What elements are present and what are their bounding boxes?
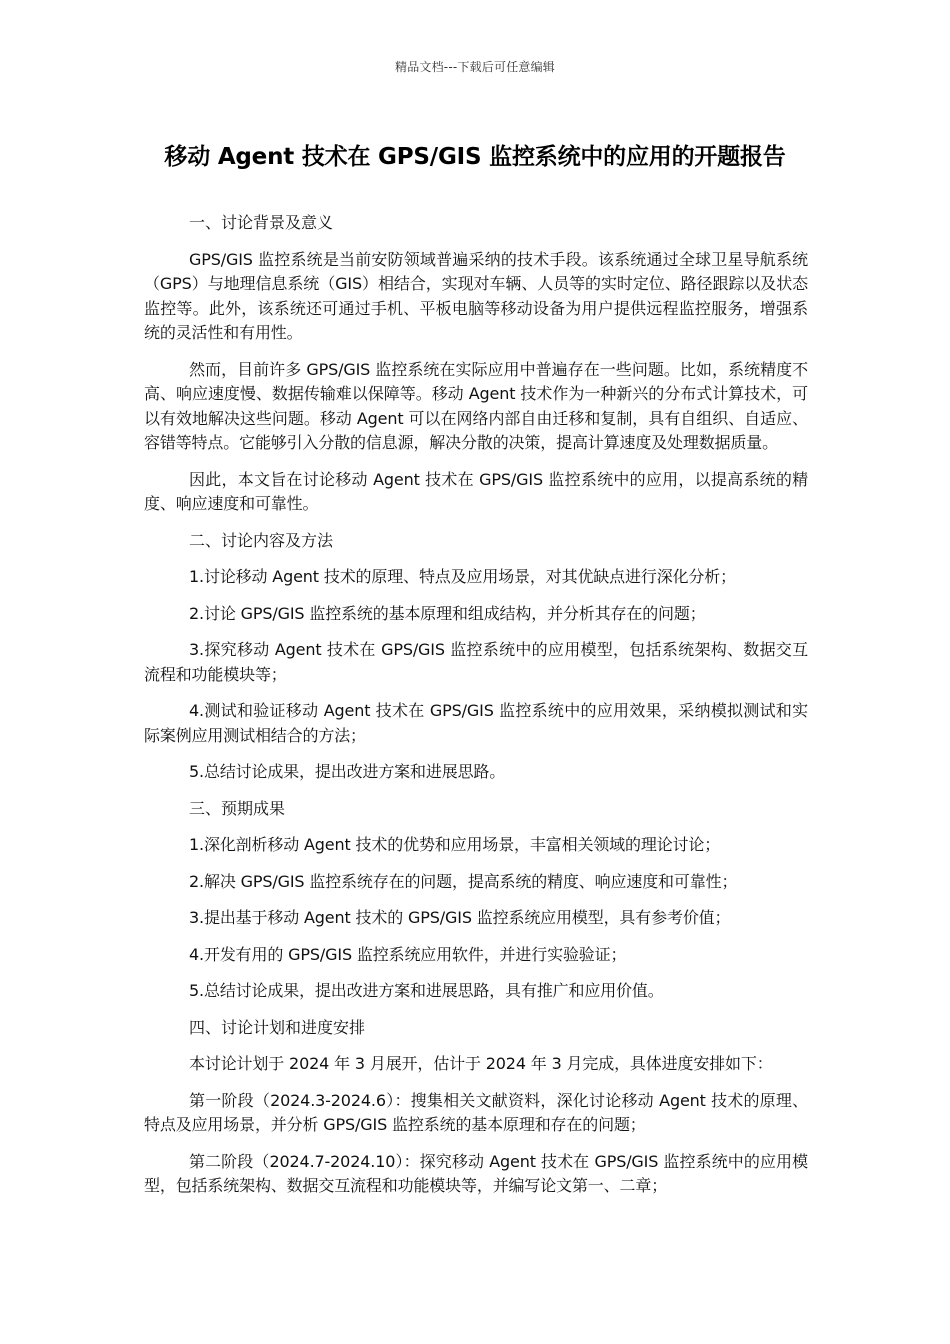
paragraph: 然而，目前许多 GPS/GIS 监控系统在实际应用中普遍存在一些问题。比如，系统精度不高、响应速度慢、数据传输难以保障等。移动 Agent 技术作为一种新兴的分布式计算技术，可以有效地解决这些问题。移动 Agent 可以在网络内部自由迁移和复制，具有自组织、自适应、容错等特点。它能够引入分散的信息源，解决分散的决策，提高计算速度及处理数据质量。 bbox=[144, 359, 808, 452]
document-title: 移动 Agent 技术在 GPS/GIS 监控系统中的应用的开题报告 bbox=[164, 144, 786, 170]
header-note: 精品文档---下载后可任意编辑 bbox=[395, 60, 555, 74]
schedule-intro: 本讨论计划于 2024 年 3 月展开，估计于 2024 年 3 月完成，具体进度安排如下： bbox=[189, 1054, 773, 1073]
section-heading-background: 一、讨论背景及意义 bbox=[189, 213, 334, 232]
list-item: 3.探究移动 Agent 技术在 GPS/GIS 监控系统中的应用模型，包括系统架构、数据交互流程和功能模块等； bbox=[144, 640, 808, 684]
list-item: 5.总结讨论成果，提出改进方案和进展思路，具有推广和应用价值。 bbox=[189, 981, 664, 1000]
list-item: 4.开发有用的 GPS/GIS 监控系统应用软件，并进行实验验证； bbox=[189, 944, 627, 964]
section-heading-content-methods: 二、讨论内容及方法 bbox=[189, 530, 334, 550]
schedule-stage: 第一阶段（2024.3-2024.6）：搜集相关文献资料，深化讨论移动 Agent 技术的原理、特点及应用场景，并分析 GPS/GIS 监控系统的基本原理和存在的问题； bbox=[144, 1090, 808, 1134]
list-item: 1.深化剖析移动 Agent 技术的优势和应用场景，丰富相关领域的理论讨论； bbox=[189, 835, 721, 854]
list-item: 2.讨论 GPS/GIS 监控系统的基本原理和组成结构，并分析其存在的问题； bbox=[189, 603, 706, 623]
paragraph: 因此，本文旨在讨论移动 Agent 技术在 GPS/GIS 监控系统中的应用，以提高系统的精度、响应速度和可靠性。 bbox=[144, 469, 808, 513]
section-heading-expected-results: 三、预期成果 bbox=[189, 798, 286, 818]
list-item: 1.讨论移动 Agent 技术的原理、特点及应用场景，对其优缺点进行深化分析； bbox=[189, 567, 736, 586]
paragraph: GPS/GIS 监控系统是当前安防领域普遍采纳的技术手段。该系统通过全球卫星导航系统（GPS）与地理信息系统（GIS）相结合，实现对车辆、人员等的实时定位、路径跟踪以及状态监控等。此外，该系统还可通过手机、平板电脑等移动设备为用户提供远程监控服务，增强系统的灵活性和有用性。 bbox=[144, 249, 808, 342]
list-item: 4.测试和验证移动 Agent 技术在 GPS/GIS 监控系统中的应用效果，采纳模拟测试和实际案例应用测试相结合的方法； bbox=[144, 701, 808, 745]
document-body bbox=[144, 211, 808, 1211]
schedule-stage: 第二阶段（2024.7-2024.10）：探究移动 Agent 技术在 GPS/GIS 监控系统中的应用模型，包括系统架构、数据交互流程和功能模块等，并编写论文第一、二章； bbox=[144, 1151, 808, 1195]
list-item: 2.解决 GPS/GIS 监控系统存在的问题，提高系统的精度、响应速度和可靠性； bbox=[189, 871, 738, 891]
list-item: 5.总结讨论成果，提出改进方案和进展思路。 bbox=[189, 762, 506, 781]
list-item: 3.提出基于移动 Agent 技术的 GPS/GIS 监控系统应用模型，具有参考价值； bbox=[189, 908, 731, 927]
section-heading-schedule: 四、讨论计划和进度安排 bbox=[189, 1017, 366, 1037]
